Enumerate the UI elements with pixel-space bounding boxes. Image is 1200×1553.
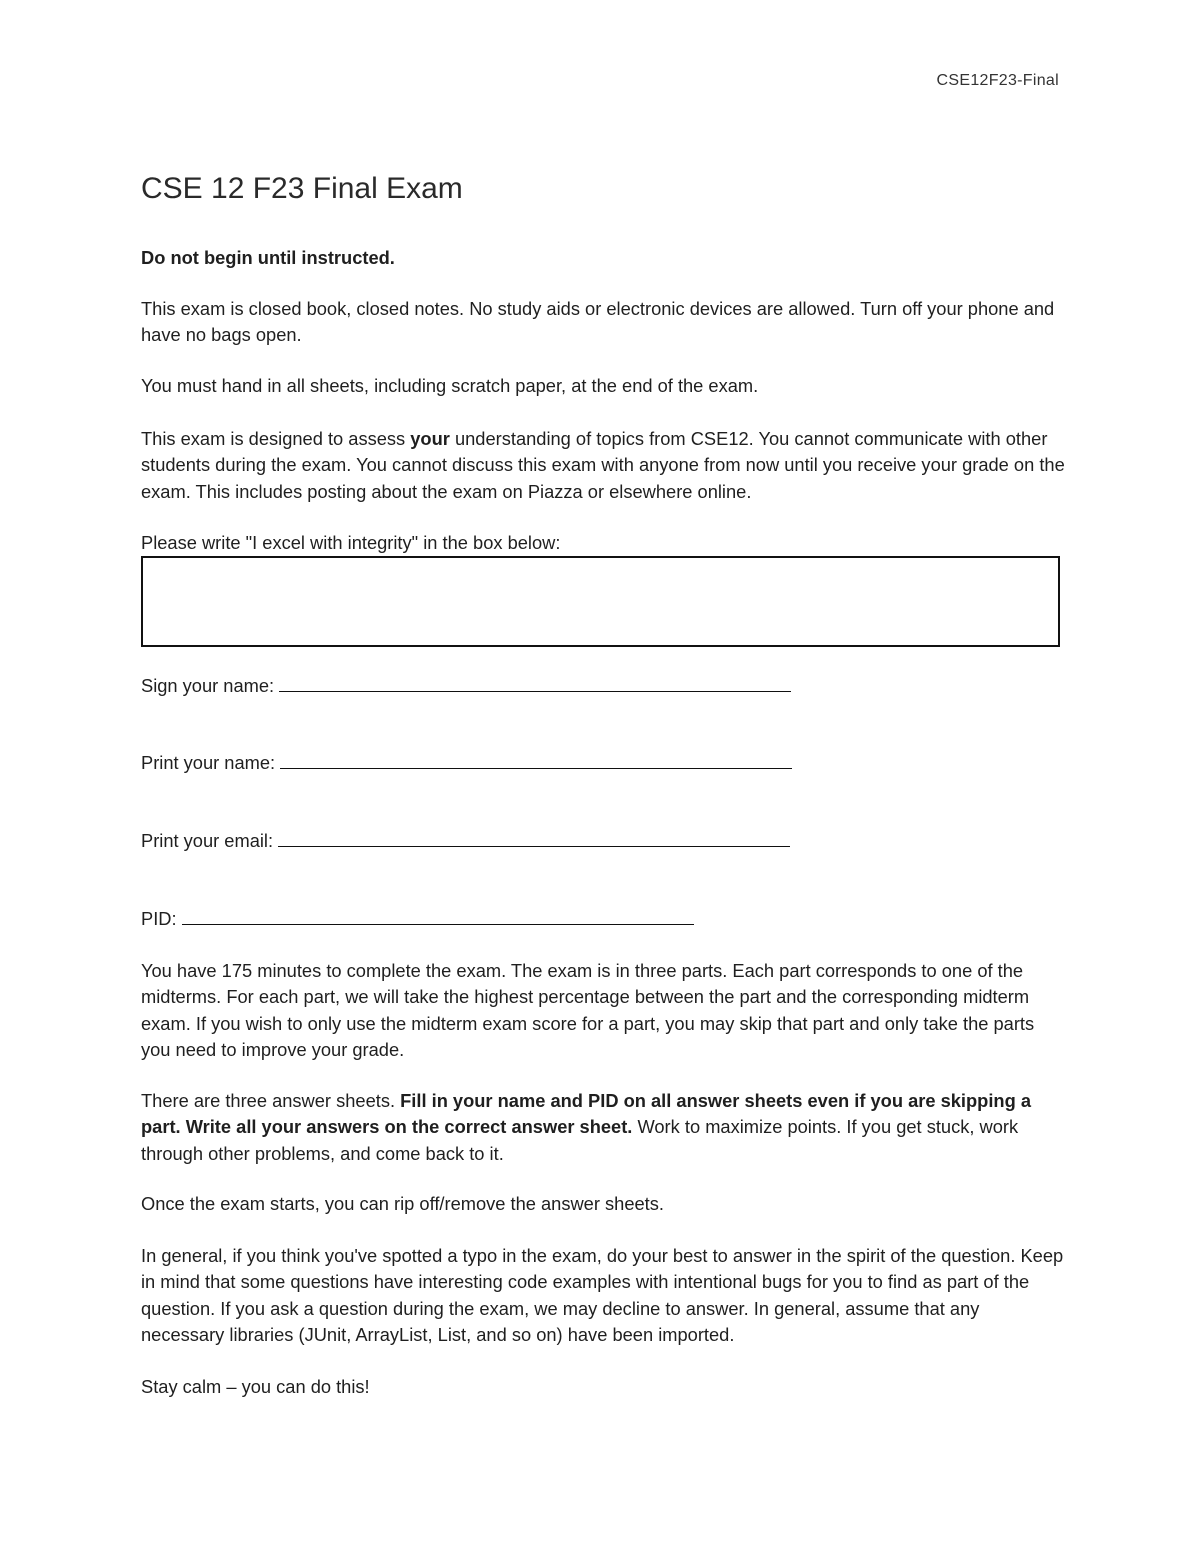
integrity-text-end: understanding of topics from CSE12. You cannot communicate with other students during the exam. You cannot discuss this exam with anyone from now until you receive your grade on the exam. This includes posting about the exam on Piazza or elsewhere online. [141,428,1065,502]
answer-sheets-paragraph [141,1088,1066,1167]
do-not-begin-notice: Do not begin until instructed. [141,247,395,268]
answer-text-start: There are three answer sheets. [141,1090,401,1111]
answer-text-end: Work to maximize points. If you get stuck, work through other problems, and come back to it. [141,1116,1019,1164]
closed-book-paragraph: This exam is closed book, closed notes. No study aids or electronic devices are allowed. Turn off your phone and have no bags open. [141,298,1055,346]
print-name-field [141,750,792,776]
running-header: CSE12F23-Final [936,72,1059,89]
sign-name-label: Sign your name: [141,675,275,696]
print-name-label: Print your name: [141,752,276,773]
integrity-statement-box[interactable] [141,556,1060,647]
integrity-write-prompt: Please write "I excel with integrity" in the box below: [141,532,561,553]
sign-name-line[interactable] [279,673,791,692]
sign-name-field [141,673,791,699]
rip-off-paragraph: Once the exam starts, you can rip off/remove the answer sheets. [141,1193,664,1214]
integrity-paragraph [141,426,1066,505]
stay-calm-paragraph: Stay calm – you can do this! [141,1376,370,1397]
integrity-emphasis: your [410,428,450,449]
email-field [141,828,790,854]
typo-paragraph: In general, if you think you've spotted a typo in the exam, do your best to answer in the spirit of the question. Keep in mind that some questions have interesting code examples with intentional bugs for you to find as part of the question. If you ask a question during the exam, we may decline to answer. In general, assume that any necessary libraries (JUnit, ArrayList, List, and so on) have been imported. [141,1245,1064,1345]
pid-line[interactable] [182,906,694,925]
pid-field [141,906,694,932]
hand-in-paragraph: You must hand in all sheets, including scratch paper, at the end of the exam. [141,375,759,396]
integrity-text-start: This exam is designed to assess [141,428,411,449]
page-title: CSE 12 F23 Final Exam [141,172,463,205]
email-line[interactable] [278,828,790,847]
answer-emphasis: Fill in your name and PID on all answer sheets even if you are skipping a part. Write all your answers on the correct answer sheet. [141,1090,1032,1138]
print-name-line[interactable] [280,750,792,769]
pid-label: PID: [141,908,177,929]
email-label: Print your email: [141,830,274,851]
time-paragraph: You have 175 minutes to complete the exam. The exam is in three parts. Each part corresponds to one of the midterms. For each part, we will take the highest percentage between the part and the corresponding midterm exam. If you wish to only use the midterm exam score for a part, you may skip that part and only take the parts you need to improve your grade. [141,960,1035,1060]
